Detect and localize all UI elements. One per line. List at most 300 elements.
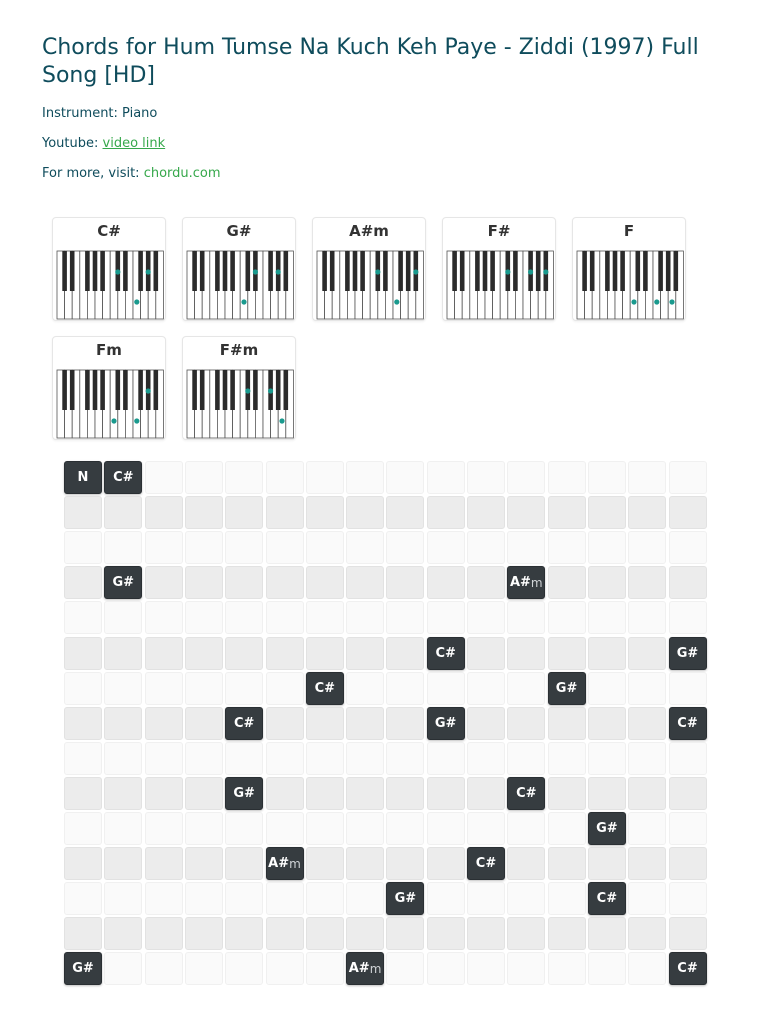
empty-beat-cell	[64, 847, 102, 880]
note-dot	[505, 269, 510, 274]
empty-beat-cell	[225, 882, 263, 915]
chord-suffix: m	[530, 575, 543, 590]
black-key	[62, 370, 67, 410]
youtube-prefix: Youtube:	[42, 136, 103, 151]
empty-beat-cell	[628, 461, 666, 494]
empty-beat-cell	[548, 531, 586, 564]
empty-beat-cell	[628, 531, 666, 564]
black-key	[200, 370, 205, 410]
empty-beat-cell	[306, 742, 344, 775]
black-key	[284, 251, 289, 291]
empty-beat-cell	[427, 531, 465, 564]
empty-beat-cell	[306, 812, 344, 845]
chord-root: G#	[394, 891, 417, 907]
empty-beat-cell	[64, 917, 102, 950]
black-key	[62, 251, 67, 291]
note-dot	[631, 299, 636, 304]
note-dot	[654, 299, 659, 304]
note-dot	[528, 269, 533, 274]
chord-cell[interactable]	[64, 952, 102, 985]
chord-name: Fm	[96, 341, 122, 359]
page-title: Chords for Hum Tumse Na Kuch Keh Paye - Ziddi (1997) Full Song [HD]	[42, 35, 699, 88]
empty-beat-cell	[588, 461, 626, 494]
instrument-value: Piano	[122, 106, 158, 121]
chord-cell[interactable]	[588, 812, 626, 845]
black-key	[483, 251, 488, 291]
black-key	[383, 251, 388, 291]
chord-cell[interactable]	[427, 707, 465, 740]
empty-beat-cell	[266, 566, 304, 599]
empty-beat-cell	[588, 672, 626, 705]
empty-beat-cell	[548, 812, 586, 845]
black-key	[230, 251, 235, 291]
empty-beat-cell	[386, 777, 424, 810]
empty-beat-cell	[225, 637, 263, 670]
empty-beat-cell	[507, 917, 545, 950]
empty-beat-cell	[588, 637, 626, 670]
empty-beat-cell	[225, 496, 263, 529]
note-dot	[394, 299, 399, 304]
chord-card[interactable]	[312, 217, 426, 321]
empty-beat-cell	[467, 531, 505, 564]
black-key	[636, 251, 641, 291]
empty-beat-cell	[104, 952, 142, 985]
black-key	[276, 370, 281, 410]
black-key	[154, 370, 159, 410]
empty-beat-cell	[588, 566, 626, 599]
chord-name: A#m	[349, 222, 389, 240]
empty-beat-cell	[628, 672, 666, 705]
empty-beat-cell	[225, 952, 263, 985]
empty-beat-cell	[145, 637, 183, 670]
chord-cell[interactable]	[427, 637, 465, 670]
empty-beat-cell	[467, 672, 505, 705]
empty-beat-cell	[628, 812, 666, 845]
empty-beat-cell	[145, 601, 183, 634]
black-key	[536, 251, 541, 291]
black-key	[215, 251, 220, 291]
chord-card[interactable]	[52, 336, 166, 440]
chord-root: G#	[676, 645, 699, 661]
empty-beat-cell	[386, 952, 424, 985]
empty-beat-cell	[104, 917, 142, 950]
chord-name: F#m	[219, 341, 259, 359]
empty-beat-cell	[386, 461, 424, 494]
empty-beat-cell	[588, 777, 626, 810]
black-key	[215, 370, 220, 410]
empty-beat-cell	[185, 952, 223, 985]
empty-beat-cell	[266, 882, 304, 915]
note-dot	[134, 418, 139, 423]
empty-beat-cell	[64, 777, 102, 810]
empty-beat-cell	[467, 742, 505, 775]
empty-beat-cell	[669, 742, 707, 775]
empty-beat-cell	[427, 847, 465, 880]
youtube-line	[42, 136, 165, 151]
black-key	[85, 370, 90, 410]
chord-card[interactable]	[52, 217, 166, 321]
empty-beat-cell	[306, 777, 344, 810]
empty-beat-cell	[266, 531, 304, 564]
chord-root: C#	[314, 680, 336, 696]
empty-beat-cell	[104, 812, 142, 845]
empty-beat-cell	[467, 777, 505, 810]
black-key	[620, 251, 625, 291]
chord-cell[interactable]	[507, 566, 545, 599]
chord-root: G#	[112, 575, 135, 591]
empty-beat-cell	[266, 496, 304, 529]
empty-beat-cell	[427, 601, 465, 634]
empty-beat-cell	[507, 742, 545, 775]
empty-beat-cell	[346, 672, 384, 705]
empty-beat-cell	[64, 601, 102, 634]
empty-beat-cell	[507, 707, 545, 740]
chord-card[interactable]	[442, 217, 556, 321]
chord-cell[interactable]	[467, 847, 505, 880]
empty-beat-cell	[306, 707, 344, 740]
empty-beat-cell	[507, 672, 545, 705]
empty-beat-cell	[588, 531, 626, 564]
empty-beat-cell	[145, 566, 183, 599]
empty-beat-cell	[669, 847, 707, 880]
empty-beat-cell	[386, 531, 424, 564]
empty-beat-cell	[306, 566, 344, 599]
empty-beat-cell	[548, 637, 586, 670]
empty-beat-cell	[427, 777, 465, 810]
empty-beat-cell	[669, 917, 707, 950]
empty-beat-cell	[346, 566, 384, 599]
empty-beat-cell	[104, 601, 142, 634]
empty-beat-cell	[669, 601, 707, 634]
empty-beat-cell	[386, 601, 424, 634]
black-key	[223, 251, 228, 291]
chord-root: G#	[233, 785, 255, 801]
empty-beat-cell	[467, 566, 505, 599]
keyboard-diagram	[186, 369, 294, 439]
keyboard-diagram	[56, 369, 164, 439]
empty-beat-cell	[145, 672, 183, 705]
empty-beat-cell	[467, 917, 505, 950]
empty-beat-cell	[64, 707, 102, 740]
empty-beat-cell	[507, 812, 545, 845]
empty-beat-cell	[669, 777, 707, 810]
note-dot	[111, 418, 116, 423]
empty-beat-cell	[507, 882, 545, 915]
empty-beat-cell	[346, 742, 384, 775]
empty-beat-cell	[266, 917, 304, 950]
empty-beat-cell	[427, 917, 465, 950]
instrument-line	[42, 106, 157, 121]
black-key	[192, 370, 197, 410]
note-dot	[241, 299, 246, 304]
visit-line	[42, 166, 221, 181]
chord-cell[interactable]	[669, 637, 707, 670]
black-key	[452, 251, 457, 291]
note-dot	[669, 299, 674, 304]
black-key	[93, 251, 98, 291]
chord-name: F	[623, 222, 635, 240]
black-key	[154, 251, 159, 291]
note-dot	[134, 299, 139, 304]
black-key	[123, 251, 128, 291]
empty-beat-cell	[588, 496, 626, 529]
video-link[interactable]: video link	[102, 136, 166, 151]
chord-cell[interactable]	[266, 847, 304, 880]
empty-beat-cell	[507, 601, 545, 634]
empty-beat-cell	[628, 496, 666, 529]
empty-beat-cell	[104, 707, 142, 740]
chord-cell[interactable]	[306, 672, 344, 705]
empty-beat-cell	[548, 882, 586, 915]
black-key	[253, 370, 258, 410]
instrument-prefix: Instrument:	[42, 106, 123, 121]
empty-beat-cell	[669, 531, 707, 564]
black-key	[268, 251, 273, 291]
empty-beat-cell	[266, 812, 304, 845]
chord-cell[interactable]	[548, 672, 586, 705]
empty-beat-cell	[669, 812, 707, 845]
empty-beat-cell	[386, 847, 424, 880]
empty-beat-cell	[185, 672, 223, 705]
empty-beat-cell	[548, 847, 586, 880]
black-key	[138, 251, 143, 291]
empty-beat-cell	[346, 917, 384, 950]
black-key	[322, 251, 327, 291]
chord-root: C#	[113, 470, 134, 485]
keyboard-diagram	[576, 250, 684, 320]
empty-beat-cell	[104, 496, 142, 529]
empty-beat-cell	[346, 882, 384, 915]
black-key	[605, 251, 610, 291]
black-key	[658, 251, 663, 291]
chord-root: C#	[596, 891, 618, 907]
black-key	[490, 251, 495, 291]
empty-beat-cell	[346, 601, 384, 634]
chord-cell[interactable]	[669, 952, 707, 985]
empty-beat-cell	[467, 461, 505, 494]
black-key	[200, 251, 205, 291]
black-key	[330, 251, 335, 291]
empty-beat-cell	[427, 742, 465, 775]
empty-beat-cell	[104, 742, 142, 775]
black-key	[674, 251, 679, 291]
chord-root: C#	[516, 785, 537, 801]
black-key	[123, 370, 128, 410]
empty-beat-cell	[225, 601, 263, 634]
chord-cell[interactable]	[386, 882, 424, 915]
note-dot	[375, 269, 380, 274]
visit-prefix: For more, visit:	[42, 166, 144, 181]
chord-root: A#	[268, 856, 290, 872]
empty-beat-cell	[306, 637, 344, 670]
chord-root: C#	[677, 715, 698, 731]
empty-beat-cell	[507, 952, 545, 985]
empty-beat-cell	[467, 637, 505, 670]
empty-beat-cell	[185, 777, 223, 810]
empty-beat-cell	[386, 742, 424, 775]
empty-beat-cell	[548, 461, 586, 494]
empty-beat-cell	[145, 952, 183, 985]
empty-beat-cell	[64, 637, 102, 670]
empty-beat-cell	[548, 952, 586, 985]
chord-root: C#	[677, 961, 698, 977]
empty-beat-cell	[145, 777, 183, 810]
empty-beat-cell	[386, 637, 424, 670]
empty-beat-cell	[588, 847, 626, 880]
chord-cell[interactable]	[588, 882, 626, 915]
empty-beat-cell	[145, 882, 183, 915]
empty-beat-cell	[427, 496, 465, 529]
empty-beat-cell	[145, 531, 183, 564]
black-key	[230, 370, 235, 410]
empty-beat-cell	[628, 566, 666, 599]
empty-beat-cell	[669, 672, 707, 705]
empty-beat-cell	[669, 882, 707, 915]
empty-beat-cell	[427, 812, 465, 845]
black-key	[613, 251, 618, 291]
note-dot	[146, 269, 151, 274]
empty-beat-cell	[467, 707, 505, 740]
empty-beat-cell	[467, 882, 505, 915]
empty-beat-cell	[628, 742, 666, 775]
empty-beat-cell	[548, 566, 586, 599]
empty-beat-cell	[548, 777, 586, 810]
empty-beat-cell	[104, 637, 142, 670]
chord-suffix: m	[289, 856, 301, 871]
chord-card[interactable]	[182, 336, 296, 440]
empty-beat-cell	[64, 882, 102, 915]
empty-beat-cell	[467, 812, 505, 845]
empty-beat-cell	[427, 461, 465, 494]
empty-beat-cell	[386, 672, 424, 705]
empty-beat-cell	[64, 672, 102, 705]
empty-beat-cell	[306, 496, 344, 529]
empty-beat-cell	[225, 917, 263, 950]
empty-beat-cell	[145, 707, 183, 740]
chord-cell[interactable]	[669, 707, 707, 740]
empty-beat-cell	[266, 952, 304, 985]
empty-beat-cell	[64, 496, 102, 529]
chord-card[interactable]	[572, 217, 686, 321]
black-key	[284, 370, 289, 410]
black-key	[192, 251, 197, 291]
chord-cell[interactable]	[225, 777, 263, 810]
chord-cell[interactable]	[64, 461, 102, 494]
chord-root: G#	[72, 961, 94, 977]
keyboard-diagram	[316, 250, 424, 320]
empty-beat-cell	[628, 707, 666, 740]
chord-cell[interactable]	[104, 461, 142, 494]
chord-card[interactable]	[182, 217, 296, 321]
empty-beat-cell	[104, 531, 142, 564]
empty-beat-cell	[185, 601, 223, 634]
empty-beat-cell	[266, 637, 304, 670]
site-link[interactable]: chordu.com	[143, 166, 221, 181]
note-dot	[245, 388, 250, 393]
empty-beat-cell	[225, 847, 263, 880]
empty-beat-cell	[588, 742, 626, 775]
empty-beat-cell	[185, 707, 223, 740]
black-key	[223, 370, 228, 410]
chord-cell[interactable]	[346, 952, 384, 985]
empty-beat-cell	[225, 531, 263, 564]
empty-beat-cell	[548, 707, 586, 740]
empty-beat-cell	[346, 531, 384, 564]
empty-beat-cell	[507, 496, 545, 529]
empty-beat-cell	[266, 742, 304, 775]
empty-beat-cell	[467, 601, 505, 634]
empty-beat-cell	[628, 917, 666, 950]
empty-beat-cell	[669, 461, 707, 494]
empty-beat-cell	[386, 707, 424, 740]
empty-beat-cell	[588, 917, 626, 950]
empty-beat-cell	[185, 461, 223, 494]
empty-beat-cell	[145, 461, 183, 494]
black-key	[85, 251, 90, 291]
empty-beat-cell	[548, 601, 586, 634]
note-dot	[543, 269, 548, 274]
empty-beat-cell	[548, 917, 586, 950]
empty-beat-cell	[266, 672, 304, 705]
chord-root: G#	[596, 821, 618, 836]
chord-root: G#	[555, 680, 578, 696]
empty-beat-cell	[64, 566, 102, 599]
empty-beat-cell	[427, 672, 465, 705]
empty-beat-cell	[145, 496, 183, 529]
empty-beat-cell	[145, 917, 183, 950]
empty-beat-cell	[266, 707, 304, 740]
empty-beat-cell	[225, 812, 263, 845]
black-key	[643, 251, 648, 291]
empty-beat-cell	[266, 461, 304, 494]
empty-beat-cell	[628, 952, 666, 985]
empty-beat-cell	[346, 496, 384, 529]
chord-root: N	[77, 470, 89, 485]
black-key	[70, 370, 75, 410]
empty-beat-cell	[628, 847, 666, 880]
chord-cell[interactable]	[507, 777, 545, 810]
chord-cell[interactable]	[104, 566, 142, 599]
empty-beat-cell	[104, 882, 142, 915]
empty-beat-cell	[386, 496, 424, 529]
black-key	[138, 370, 143, 410]
black-key	[353, 251, 358, 291]
black-key	[100, 370, 105, 410]
empty-beat-cell	[64, 531, 102, 564]
empty-beat-cell	[507, 531, 545, 564]
note-dot	[276, 269, 281, 274]
empty-beat-cell	[306, 531, 344, 564]
empty-beat-cell	[467, 496, 505, 529]
black-key	[116, 370, 121, 410]
chord-suffix: m	[369, 961, 382, 976]
empty-beat-cell	[386, 812, 424, 845]
empty-beat-cell	[669, 496, 707, 529]
empty-beat-cell	[145, 812, 183, 845]
chord-name: G#	[226, 222, 252, 240]
empty-beat-cell	[104, 672, 142, 705]
empty-beat-cell	[588, 601, 626, 634]
chord-root: G#	[434, 715, 457, 731]
note-dot	[279, 418, 284, 423]
empty-beat-cell	[628, 637, 666, 670]
empty-beat-cell	[64, 742, 102, 775]
empty-beat-cell	[104, 777, 142, 810]
note-dot	[268, 388, 273, 393]
chord-root: A#	[509, 575, 531, 591]
empty-beat-cell	[185, 531, 223, 564]
chord-cell[interactable]	[225, 707, 263, 740]
